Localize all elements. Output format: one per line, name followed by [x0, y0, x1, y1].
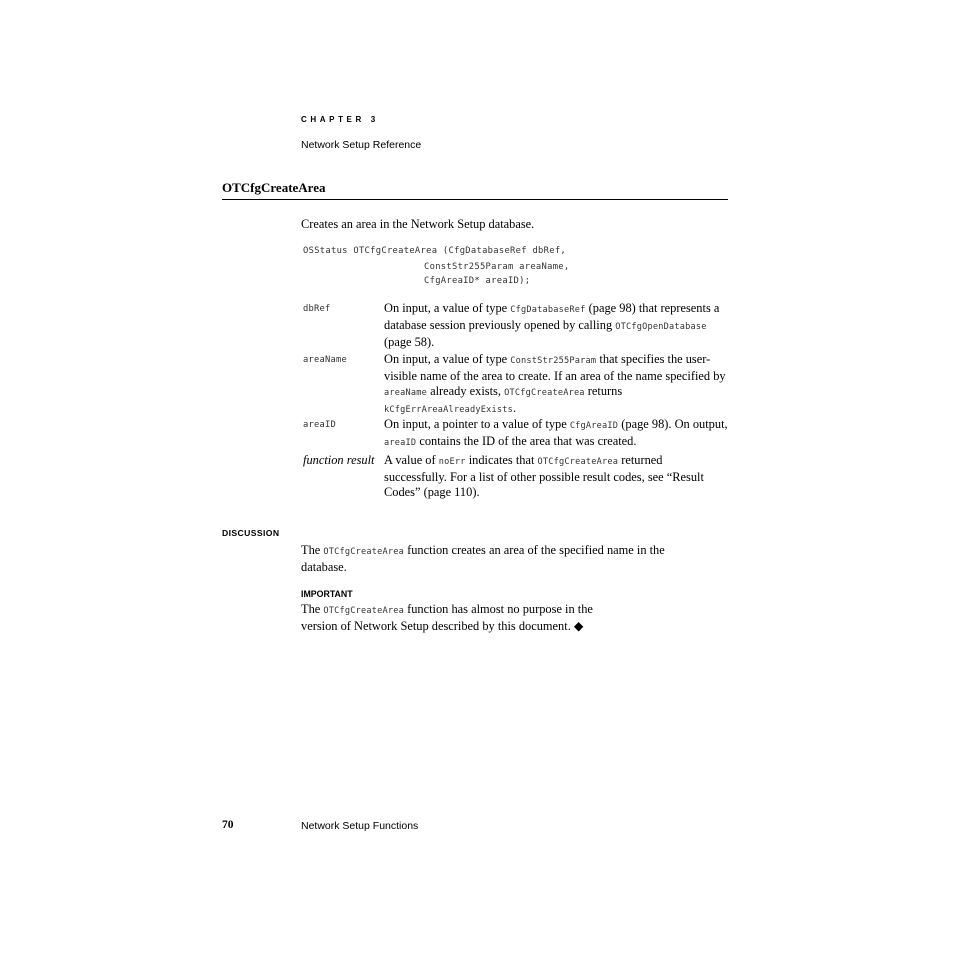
inline-code: areaName — [384, 388, 427, 398]
inline-code: ConstStr255Param — [510, 356, 597, 366]
inline-text: On input, a value of type — [384, 301, 511, 315]
inline-text: A value of — [384, 453, 439, 467]
discussion-label: DISCUSSION — [222, 528, 280, 538]
inline-text: The — [301, 602, 324, 616]
inline-text: function creates an area of the specified name in the database. — [301, 543, 665, 574]
inline-code: kCfgErrAreaAlreadyExists — [384, 405, 513, 415]
page-number: 70 — [222, 819, 234, 831]
inline-code: noErr — [438, 457, 466, 467]
inline-code: OTCfgCreateArea — [537, 457, 619, 467]
inline-text: On input, a value of type — [384, 352, 511, 366]
param-name-areaname: areaName — [303, 355, 347, 365]
function-summary: Creates an area in the Network Setup database. — [301, 217, 535, 231]
inline-code: OTCfgCreateArea — [323, 606, 404, 616]
inline-text: The — [301, 543, 324, 557]
inline-code: CfgAreaID — [569, 421, 619, 431]
inline-code: OTCfgOpenDatabase — [615, 322, 707, 332]
prototype-line-3: CfgAreaID* areaID); — [424, 276, 531, 286]
heading-rule — [222, 199, 728, 200]
function-heading: OTCfgCreateArea — [222, 180, 326, 195]
inline-text: returned successfully. For a list of other possible result codes, see “Result Codes” (page 110). — [384, 453, 704, 499]
inline-code: CfgDatabaseRef — [510, 305, 586, 315]
running-header: Network Setup Reference — [301, 139, 422, 151]
inline-text: (page 58). — [384, 335, 435, 349]
inline-text: already exists, — [427, 384, 505, 398]
inline-code: areaID — [384, 438, 417, 448]
important-text — [301, 602, 631, 634]
chapter-label: CHAPTER 3 — [301, 115, 379, 124]
inline-text: contains the ID of the area that was created. — [416, 434, 637, 448]
inline-text: . — [512, 401, 517, 415]
param-name-areaid: areaID — [303, 420, 336, 430]
param-desc-dbref — [384, 301, 728, 350]
inline-text: On input, a pointer to a value of type — [384, 417, 570, 431]
param-name-function-result: function result — [303, 453, 375, 467]
footer-title: Network Setup Functions — [301, 820, 419, 832]
prototype-line-2: ConstStr255Param areaName, — [424, 262, 570, 272]
inline-text: indicates that — [465, 453, 538, 467]
inline-code: OTCfgCreateArea — [323, 547, 404, 557]
param-desc-areaname — [384, 352, 728, 418]
param-desc-function-result — [384, 453, 728, 500]
inline-text: that specifies the user-visible name of the area to create. If an area of the name specified by — [384, 352, 726, 383]
inline-code: OTCfgCreateArea — [504, 388, 585, 398]
param-desc-areaid — [384, 417, 728, 451]
prototype-line-1: OSStatus OTCfgCreateArea (CfgDatabaseRef dbRef, — [303, 246, 567, 256]
inline-text: returns — [584, 384, 623, 398]
inline-text: (page 98). On output, — [618, 417, 728, 431]
important-label: IMPORTANT — [301, 589, 353, 599]
inline-text: function has almost no purpose in the version of Network Setup described by this document. ◆ — [301, 602, 593, 633]
discussion-text — [301, 543, 701, 575]
param-name-dbref: dbRef — [303, 304, 331, 314]
inline-text: (page 98) that represents a database session previously opened by calling — [384, 301, 720, 332]
